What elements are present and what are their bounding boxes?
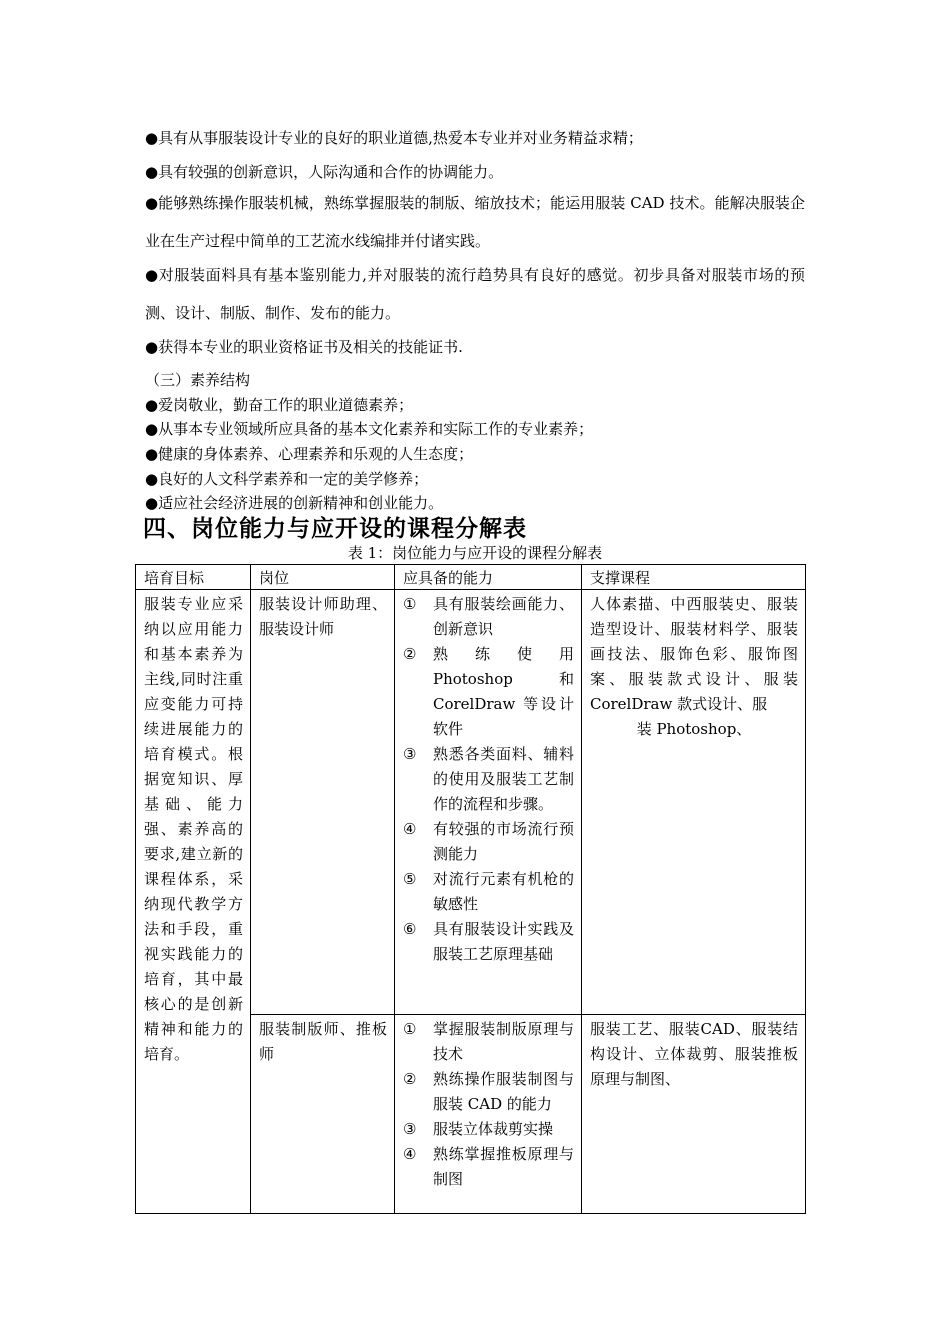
bullet-certificate: ●获得本专业的职业资格证书及相关的技能证书. xyxy=(145,338,463,356)
bullet-innovation: ●具有较强的创新意识，人际沟通和合作的协调能力。 xyxy=(145,163,504,181)
bullet-machinery: ●能够熟练操作服装机械，熟练掌握服装的制版、缩放技术；能运用服装 CAD 技术。能解决服装企业在生产过程中简单的工艺流水线编排并付诸实践。 xyxy=(145,194,805,250)
ability-list xyxy=(403,592,574,967)
goal-cell: 服装专业应采纳以应用能力和基本素养为主线,同时注重应变能力可持续进展能力的培育模式。根据宽知识、厚基础、能力强、素养高的要求,建立新的课程体系，采纳现代教学方法和手段，重视实践能力的培育，其中最核心的是创新精神和能力的培育。 xyxy=(136,590,251,1214)
ability-item: ⑤ 对流行元素有机枪的敏感性 xyxy=(403,870,574,913)
section-three-heading: （三）素养结构 xyxy=(145,371,251,389)
ability-list xyxy=(403,1017,574,1192)
bullet-fabric: ●对服装面料具有基本鉴别能力,并对服装的流行趋势具有良好的感觉。初步具备对服装市场的预测、设计、制版、制作、发布的能力。 xyxy=(145,266,805,322)
courses-text-last: 装 Photoshop、 xyxy=(636,720,752,738)
courses-cell xyxy=(582,590,806,1015)
ability-item: ① 具有服装绘画能力、创新意识 xyxy=(403,595,574,638)
section-four-title: 四、岗位能力与应开设的课程分解表 xyxy=(143,516,527,542)
courses-cell xyxy=(582,1015,806,1214)
header-abilities: 应具备的能力 xyxy=(395,565,582,590)
table-row xyxy=(136,590,806,1015)
abilities-cell xyxy=(395,590,582,1015)
header-goal: 培育目标 xyxy=(136,565,251,590)
courses-text: 人体素描、中西服装史、服装造型设计、服装材料学、服装画技法、服饰色彩、服饰图案、服装款式设计、服装CorelDraw 款式设计、服 xyxy=(590,595,798,713)
ability-item: ③ 服装立体裁剪实操 xyxy=(403,1120,554,1138)
ability-item: ③ 熟悉各类面料、辅料的使用及服装工艺制作的流程和步骤。 xyxy=(403,745,574,813)
courses-text: 服装工艺、服装CAD、服装结构设计、立体裁剪、服装推板原理与制图、 xyxy=(590,1020,798,1088)
ability-item: ⑥ 具有服装设计实践及服装工艺原理基础 xyxy=(403,920,574,963)
ability-item: ② 熟练使用 Photoshop 和 CorelDraw 等设计软件 xyxy=(403,645,574,738)
bullet-ethics: ●具有从事服装设计专业的良好的职业道德,热爱本专业并对业务精益求精； xyxy=(145,129,643,147)
quality-item: ●良好的人文科学素养和一定的美学修养； xyxy=(145,470,429,488)
quality-item: ●适应社会经济进展的创新精神和创业能力。 xyxy=(145,494,444,512)
ability-item: ④ 熟练掌握推板原理与制图 xyxy=(403,1145,574,1188)
course-table xyxy=(135,564,806,1214)
post-cell: 服装设计师助理、服装设计师 xyxy=(251,590,395,1015)
post-cell: 服装制版师、推板师 xyxy=(251,1015,395,1214)
table-header-row xyxy=(136,565,806,590)
header-courses: 支撑课程 xyxy=(582,565,806,590)
quality-item: ●健康的身体素养、心理素养和乐观的人生态度； xyxy=(145,445,474,463)
abilities-cell xyxy=(395,1015,582,1214)
quality-item: ●从事本专业领域所应具备的基本文化素养和实际工作的专业素养； xyxy=(145,420,594,438)
table-caption: 表 1：岗位能力与应开设的课程分解表 xyxy=(347,544,603,562)
ability-item: ④ 有较强的市场流行预测能力 xyxy=(403,820,574,863)
quality-item: ●爱岗敬业，勤奋工作的职业道德素养； xyxy=(145,396,414,414)
ability-item: ① 掌握服装制版原理与技术 xyxy=(403,1020,574,1063)
header-post: 岗位 xyxy=(251,565,395,590)
ability-item: ② 熟练操作服装制图与服装 CAD 的能力 xyxy=(403,1070,574,1113)
